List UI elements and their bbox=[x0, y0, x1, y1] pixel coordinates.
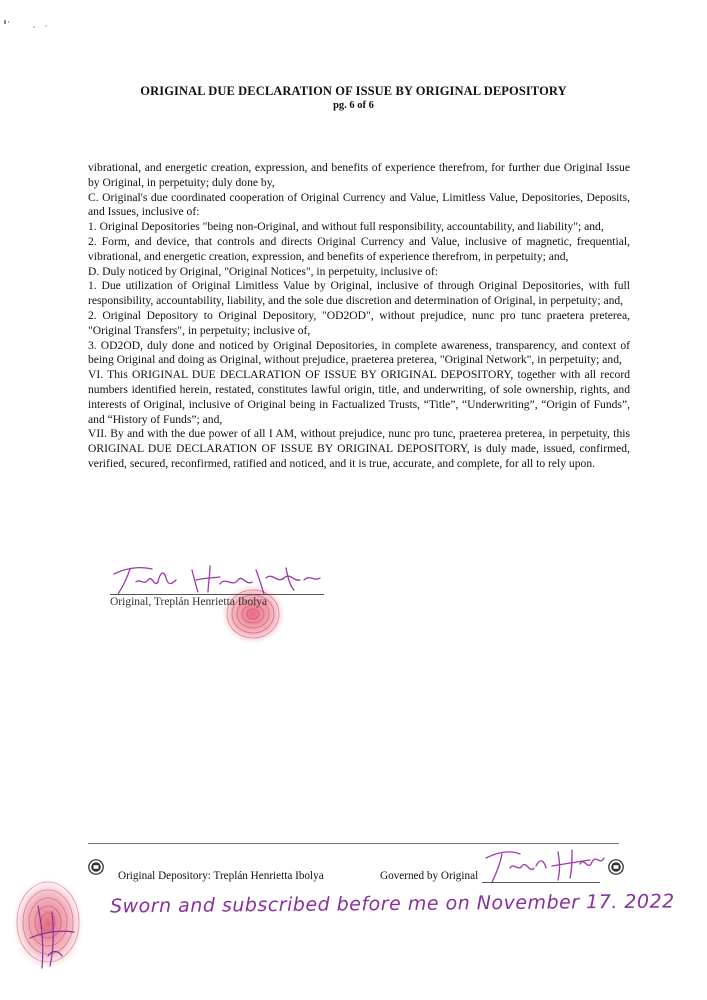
document-header bbox=[0, 84, 707, 112]
paragraph: 2. Original Depository to Original Depository, "OD2OD", without prejudice, nunc pro tunc praetera preterea, "Original Transfers", in perpetuity; inclusive of, bbox=[88, 308, 630, 337]
footer-signature-handwriting bbox=[480, 846, 610, 886]
paragraph: C. Original's due coordinated cooperation of Original Currency and Value, Limitless Value, Depositories, Deposits, and Issues, inclusive of: bbox=[88, 190, 630, 219]
paragraph: 3. OD2OD, duly done and noticed by Original Depositories, in complete awareness, transparency, and context of being Original and doing as Original, without prejudice, praeterea preterea, "Original Network", in perpetuity; and, bbox=[88, 338, 630, 367]
fingerprint-icon bbox=[8, 876, 88, 976]
handwritten-note: Sworn and subscribed before me on November 17. 2022 bbox=[109, 890, 675, 918]
footer bbox=[88, 858, 628, 888]
signature-block bbox=[100, 560, 360, 650]
paragraph: VII. By and with the due power of all I AM, without prejudice, nunc pro tunc, praeterea preterea, in perpetuity, this ORIGINAL DUE DECLARATION OF ISSUE BY ORIGINAL DEPOSITORY, is duly made, issued, confirmed, verified, secured, reconfirmed, ratified and noticed, and it is true, accurate, and complete, for all to rely upon. bbox=[88, 427, 630, 470]
document-title: ORIGINAL DUE DECLARATION OF ISSUE BY ORIGINAL DEPOSITORY bbox=[140, 84, 567, 98]
page-number: pg. 6 of 6 bbox=[333, 100, 374, 111]
signature-caption: Original, Treplán Henrietta Ibolya bbox=[110, 596, 268, 608]
paragraph: 1. Due utilization of Original Limitless Value by Original, inclusive of through Original Depositories, with full responsibility, accountability, liability, and the sole due discretion and determination of Original, in perpetuity; and, bbox=[88, 279, 630, 308]
paragraph: VI. This ORIGINAL DUE DECLARATION OF ISSUE BY ORIGINAL DEPOSITORY, together with all record numbers identified herein, restated, constitutes lawful origin, title, and underwriting, of sole ownership, rights, and interests of Original, inclusive of Original being in Factualized Trusts, “Title”, “Underwriting”, “Origin of Funds”, and “History of Funds”; and, bbox=[88, 368, 630, 426]
paragraph: vibrational, and energetic creation, expression, and benefits of experience therefrom, for further due Original Issue by Original, in perpetuity; duly done by, bbox=[88, 161, 630, 189]
seal-icon bbox=[88, 859, 104, 875]
paragraph: D. Duly noticed by Original, "Original Notices", in perpetuity, inclusive of: bbox=[88, 264, 439, 278]
footer-divider bbox=[88, 843, 619, 844]
document-body bbox=[88, 161, 630, 472]
footer-depository-label: Original Depository: Treplán Henrietta Ibolya bbox=[118, 870, 324, 882]
paragraph: 1. Original Depositories "being non-Original, and without full responsibility, accountability, and liability"; and, bbox=[88, 220, 604, 234]
scan-specks bbox=[4, 18, 64, 30]
seal-icon bbox=[608, 859, 624, 875]
signature-line bbox=[110, 594, 324, 595]
paragraph: 2. Form, and device, that controls and directs Original Currency and Value, inclusive of magnetic, frequential, vibrational, and energetic creation, expression, and benefits of experience therefrom, in perpetuity; and, bbox=[88, 234, 630, 263]
footer-governed-label: Governed by Original bbox=[380, 870, 479, 882]
